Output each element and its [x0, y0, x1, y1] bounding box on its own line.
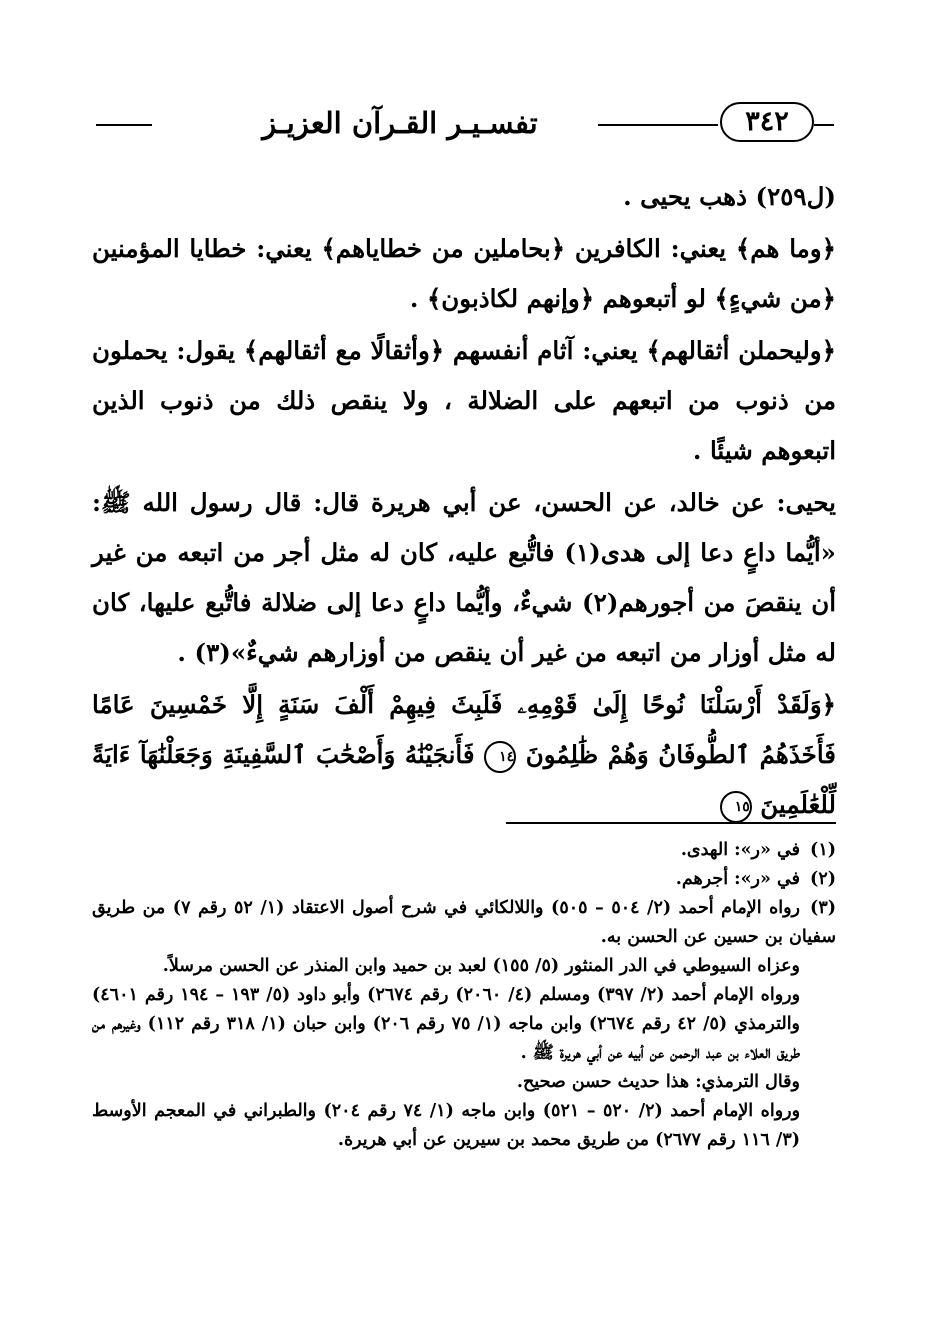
- footnote-number: (١): [810, 840, 836, 860]
- footnote-number: (٣): [810, 898, 837, 918]
- footnote-text: رواه الإمام أحمد (٢/ ٥٠٤ – ٥٠٥) واللالكائي في شرح أصول الاعتقاد (١/ ٥٢ رقم ٧) من طريق سفيان بن حسين عن الحسن به.: [92, 898, 836, 947]
- verse-text: ﴿وَلَقَدْ أَرْسَلْنَا نُوحًا إِلَىٰ قَوْمِهِۦ فَلَبِثَ فِيهِمْ أَلْفَ سَنَةٍ إِلَّا خَمْسِينَ عَامًا فَأَخَذَهُمُ ٱلطُّوفَانُ وَهُمْ ظَٰلِمُونَ: [92, 690, 837, 769]
- quran-verse: [92, 680, 836, 830]
- footnote-text: في «ر»: أجرهم.: [675, 869, 800, 889]
- footnote-separator: [506, 822, 836, 824]
- footnote-number: (٢): [810, 869, 836, 889]
- header-rule-middle: [598, 124, 718, 126]
- main-text: [92, 172, 836, 832]
- ayah-number-marker: ١٥: [720, 791, 752, 823]
- footnotes: [92, 836, 836, 1155]
- ayah-number-marker: ١٤: [484, 741, 516, 773]
- header-rule-right: [814, 124, 834, 126]
- footnote-text: في «ر»: الهدى.: [680, 840, 800, 860]
- paragraph: ﴿وما هم﴾ يعني: الكافرين ﴿بحاملين من خطاياهم﴾ يعني: خطايا المؤمنين ﴿من شيءٍ﴾ لو أتبعوهم ﴿وإنهم لكاذبون﴾ .: [92, 234, 836, 313]
- footnote-continuation: وعزاه السيوطي في الدر المنثور (٥/ ١٥٥) لعبد بن حميد وابن المنذر عن الحسن مرسلاً.: [162, 956, 800, 976]
- paragraph: يحيى: عن خالد، عن الحسن، عن أبي هريرة قال: قال رسول الله ﷺ: «أيُّما داعٍ دعا إلى هدى(١) فاتُّبع عليه، كان له مثل أجر من اتبعه من غير أن ينقصَ من أجورهم(٢) شيءٌ، وأيُّما داعٍ دعا إلى ضلالة فاتُّبع عليها، كان له مثل أوزار من اتبعه من غير أن ينقص من أوزارهم شيءٌ»(٣) .: [92, 488, 836, 667]
- running-title: تفسـيـر القـرآن العزيـز: [262, 106, 538, 140]
- footnote: [92, 865, 836, 894]
- page-number: ٣٤٢: [720, 102, 814, 142]
- paragraph: (ل٢٥٩) ذهب يحيى .: [623, 182, 836, 211]
- footnote: [92, 894, 836, 952]
- verse-text: فَأَنجَيْنَٰهُ وَأَصْحَٰبَ ٱلسَّفِينَةِ وَجَعَلْنَٰهَآ ءَايَةً لِّلْعَٰلَمِينَ: [92, 740, 836, 819]
- footnote: [92, 836, 836, 865]
- footnote-continuation: ورواه الإمام أحمد (٢/ ٣٩٧) ومسلم (٤/ ٢٠٦٠) رقم ٢٦٧٤) وأبو داود (٥/ ١٩٣ – ١٩٤ رقم ٤٦٠١) والترمذي (٥/ ٤٢ رقم ٢٦٧٤) وابن ماجه (١/ ٧٥ رقم ٢٠٦) وابن حبان (١/ ٣١٨ رقم ١١٢) وغيرهم من طريق العلاء بن عبد الرحمن عن أبيه عن أبي هريرة ﷺ .: [92, 985, 801, 1063]
- paragraph: ﴿وليحملن أثقالهم﴾ يعني: آثام أنفسهم ﴿وأثقالًا مع أثقالهم﴾ يقول: يحملون من ذنوب من اتبعهم على الضلالة ، ولا ينقص ذلك من ذنوب الذين اتبعوهم شيئًا .: [92, 336, 836, 465]
- footnote-continuation: وقال الترمذي: هذا حديث حسن صحيح.: [516, 1072, 800, 1092]
- footnote-continuation: ورواه الإمام أحمد (٢/ ٥٢٠ – ٥٢١) وابن ماجه (١/ ٧٤ رقم ٢٠٤) والطبراني في المعجم الأوسط (٣/ ١١٦ رقم ٢٦٧٧) من طريق محمد بن سيرين عن أبي هريرة.: [92, 1101, 801, 1150]
- page-header: [96, 98, 834, 150]
- header-rule-left: [96, 124, 152, 126]
